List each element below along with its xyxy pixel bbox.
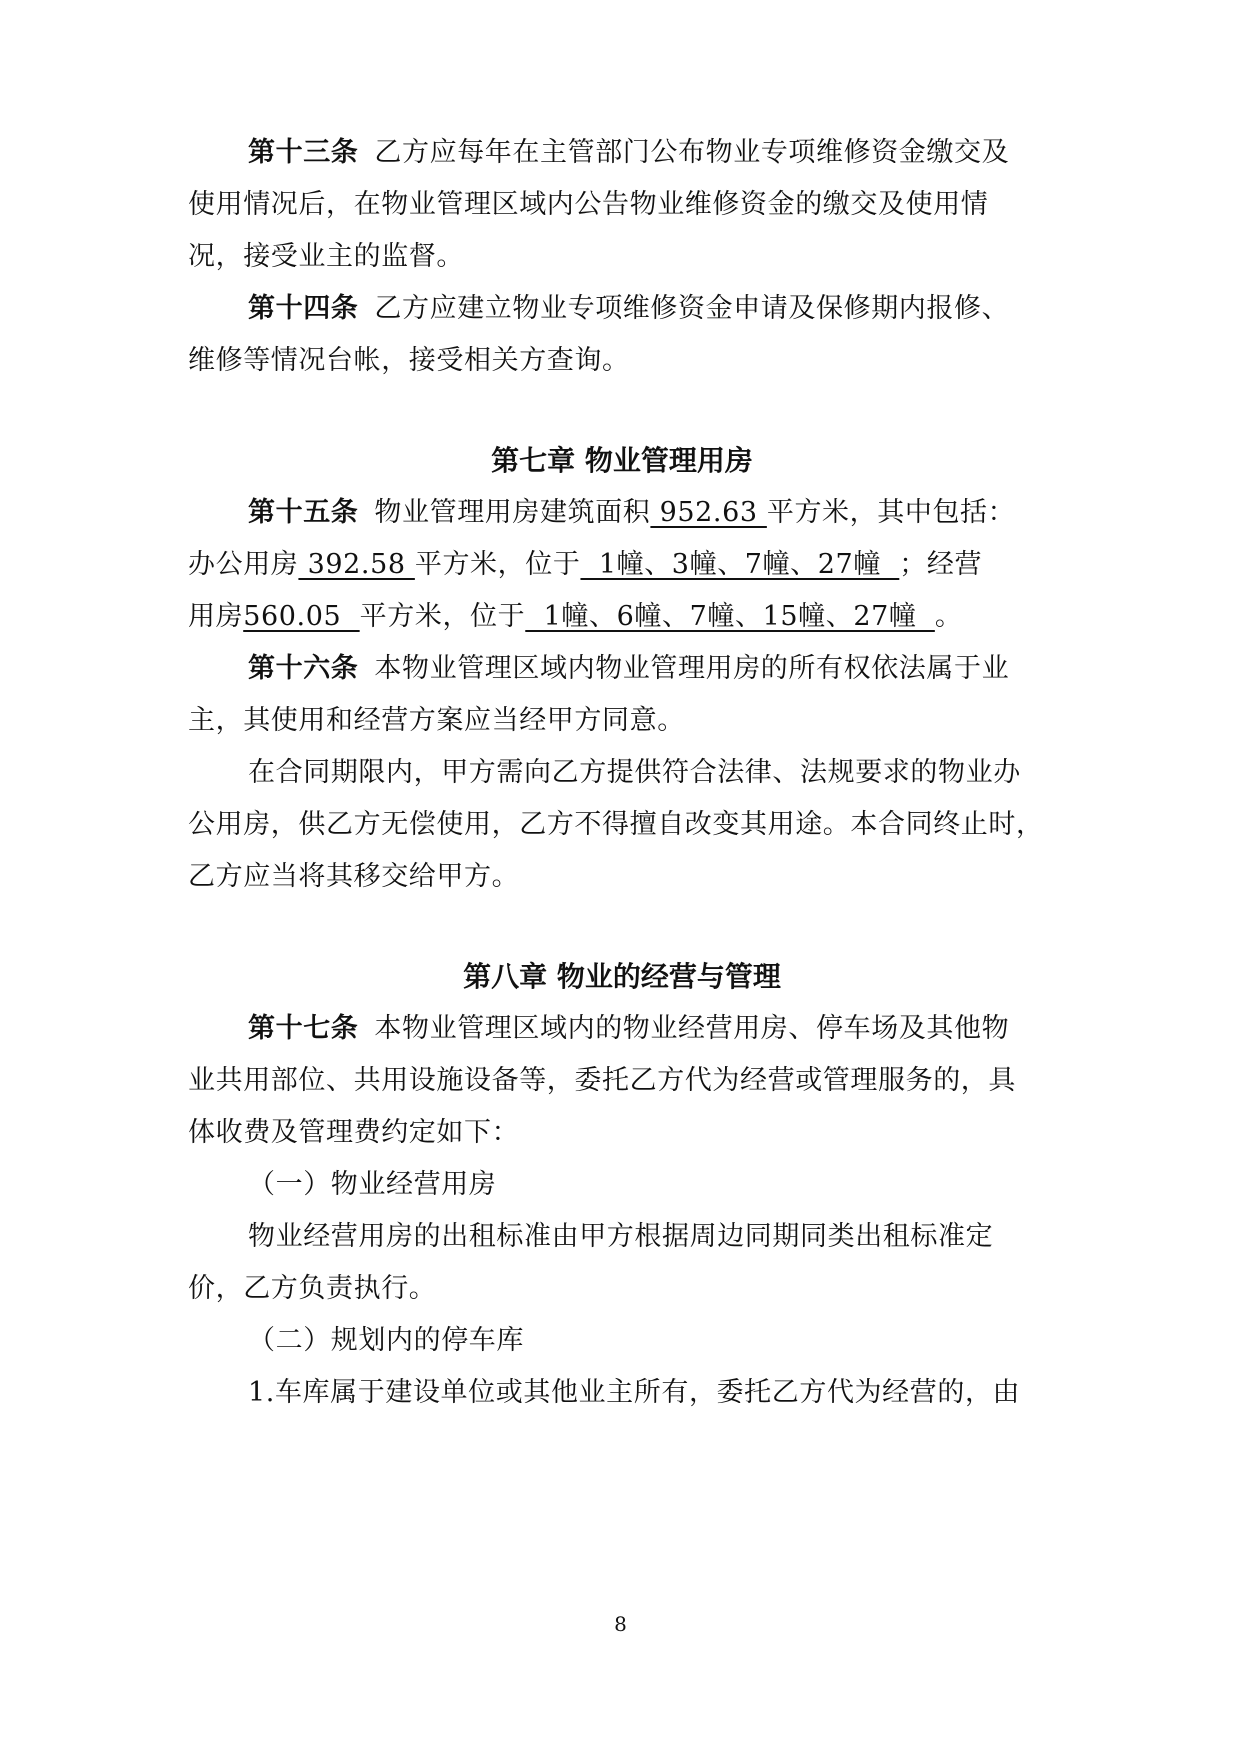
business-location-value: 1幢、6幢、7幢、15幢、27幢: [525, 601, 935, 632]
subsection-1-line-2: 价，乙方负责执行。: [188, 1273, 437, 1304]
subsection-1-heading: （一）物业经营用房: [248, 1169, 497, 1200]
article-16-para-2-line-3: 乙方应当将其移交给甲方。: [188, 861, 520, 892]
article-13-line-3: 况，接受业主的监督。: [188, 241, 464, 272]
article-13-line-2: 使用情况后，在物业管理区域内公告物业维修资金的缴交及使用情: [188, 189, 989, 220]
article-15-line-2: 办公用房 392.58 平方米，位于 1幢、3幢、7幢、27幢 ；经营: [188, 549, 983, 580]
article-14-line-2: 维修等情况台帐，接受相关方查询。: [188, 345, 630, 376]
subsection-2-heading: （二）规划内的停车库: [248, 1325, 524, 1356]
page-number: 8: [614, 1612, 627, 1636]
article-16-line-2: 主，其使用和经营方案应当经甲方同意。: [188, 705, 685, 736]
subsection-2-line-1: 1.车库属于建设单位或其他业主所有，委托乙方代为经营的，由: [248, 1377, 1021, 1408]
chapter-7-heading: 第七章 物业管理用房: [491, 444, 753, 477]
office-area-value: 392.58: [298, 549, 415, 580]
article-15-line-3: 用房560.05 平方米，位于 1幢、6幢、7幢、15幢、27幢 。: [188, 601, 963, 632]
article-15-label: 第十五条: [248, 497, 359, 528]
office-location-value: 1幢、3幢、7幢、27幢: [580, 549, 900, 580]
total-area-value: 952.63: [650, 497, 767, 528]
article-17-line-3: 体收费及管理费约定如下：: [188, 1117, 520, 1148]
article-13-line-1: 第十三条 乙方应每年在主管部门公布物业专项维修资金缴交及: [248, 137, 1010, 168]
article-13-label: 第十三条: [248, 137, 359, 168]
article-16-label: 第十六条: [248, 653, 359, 684]
article-17-line-2: 业共用部位、共用设施设备等，委托乙方代为经营或管理服务的，具: [188, 1065, 1016, 1096]
article-14-line-1: 第十四条 乙方应建立物业专项维修资金申请及保修期内报修、: [248, 293, 1010, 324]
article-17-line-1: 第十七条 本物业管理区域内的物业经营用房、停车场及其他物: [248, 1013, 1010, 1044]
article-15-line-1: 第十五条 物业管理用房建筑面积 952.63 平方米，其中包括：: [248, 497, 1016, 528]
business-area-value: 560.05: [243, 601, 360, 632]
article-14-label: 第十四条: [248, 293, 359, 324]
subsection-1-line-1: 物业经营用房的出租标准由甲方根据周边同期同类出租标准定: [248, 1221, 994, 1252]
article-16-line-1: 第十六条 本物业管理区域内物业管理用房的所有权依法属于业: [248, 653, 1010, 684]
article-16-para-2-line-1: 在合同期限内，甲方需向乙方提供符合法律、法规要求的物业办: [248, 757, 1021, 788]
article-16-para-2-line-2: 公用房，供乙方无偿使用，乙方不得擅自改变其用途。本合同终止时，: [188, 809, 1044, 840]
chapter-8-heading: 第八章 物业的经营与管理: [463, 960, 781, 993]
article-17-label: 第十七条: [248, 1013, 359, 1044]
